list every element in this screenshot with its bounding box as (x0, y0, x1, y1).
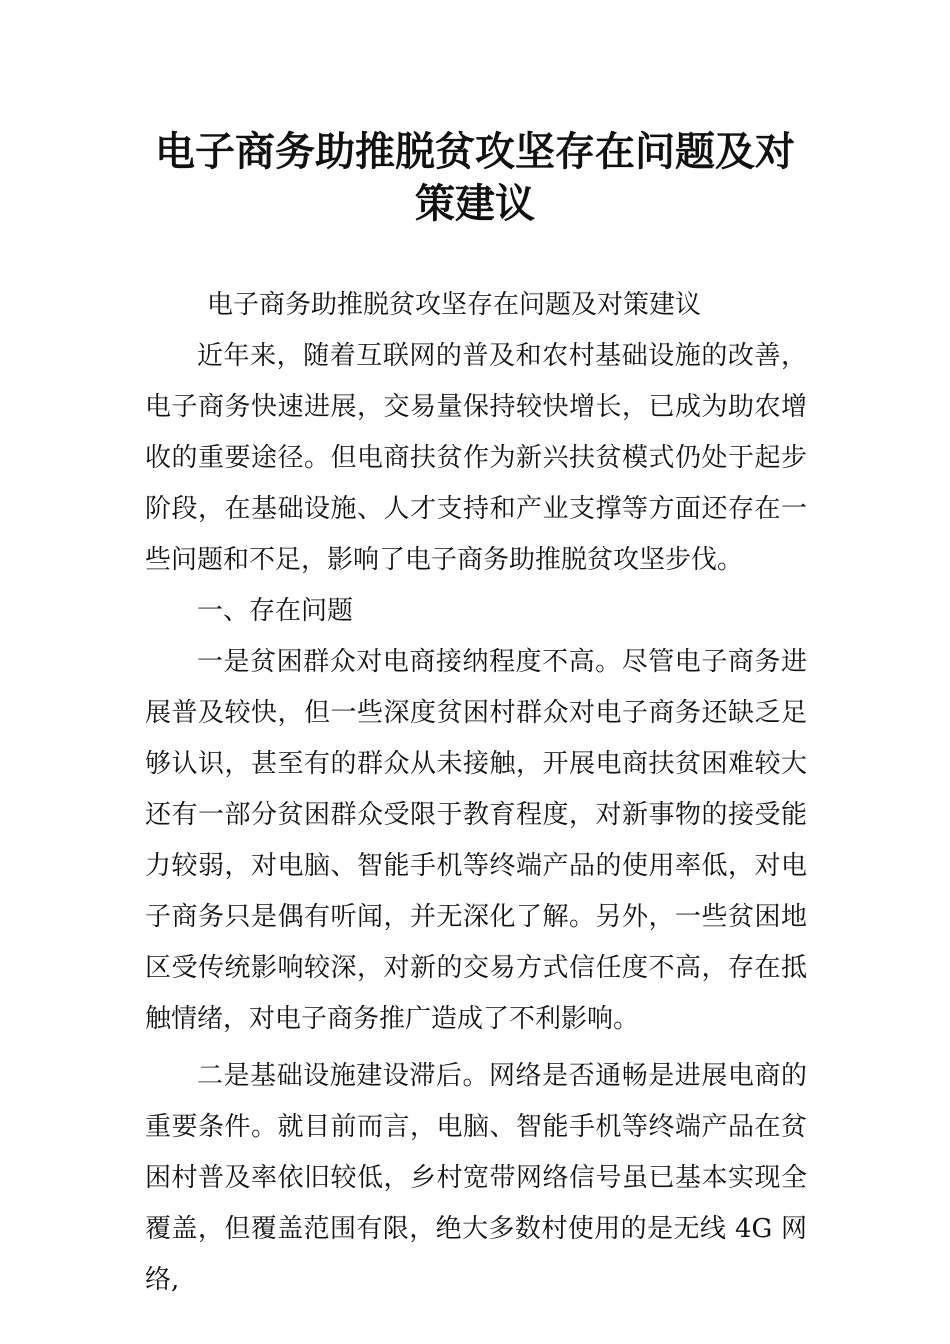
document-title: 电子商务助推脱贫攻坚存在问题及对策建议 (155, 128, 795, 227)
section-heading-problems: 一、存在问题 (197, 596, 354, 626)
paragraph-problem-2: 二是基础设施建设滞后。网络是否通畅是进展电商的重要条件。就目前而言，电脑、智能手机等终端产品在贫困村普及率依旧较低，乡村宽带网络信号虽已基本实现全覆盖，但覆盖范围有限，绝大多数村使用的是无线 4G 网络, (145, 1061, 807, 1295)
paragraph-problem-1: 一是贫困群众对电商接纳程度不高。尽管电子商务进展普及较快，但一些深度贫困村群众对电子商务还缺乏足够认识，甚至有的群众从未接触，开展电商扶贫困难较大还有一部分贫困群众受限于教育程度，对新事物的接受能力较弱，对电脑、智能手机等终端产品的使用率低，对电子商务只是偶有听闻，并无深化了解。另外，一些贫困地区受传统影响较深，对新的交易方式信任度不高，存在抵触情绪，对电子商务推广造成了不利影响。 (145, 647, 807, 1034)
document-body (145, 280, 807, 1306)
document-subtitle: 电子商务助推脱贫攻坚存在问题及对策建议 (207, 290, 702, 320)
intro-paragraph: 近年来，随着互联网的普及和农村基础设施的改善，电子商务快速进展，交易量保持较快增长，已成为助农增收的重要途径。但电商扶贫作为新兴扶贫模式仍处于起步阶段，在基础设施、人才支持和产业支撑等方面还存在一些问题和不足，影响了电子商务助推脱贫攻坚步伐。 (145, 341, 807, 575)
